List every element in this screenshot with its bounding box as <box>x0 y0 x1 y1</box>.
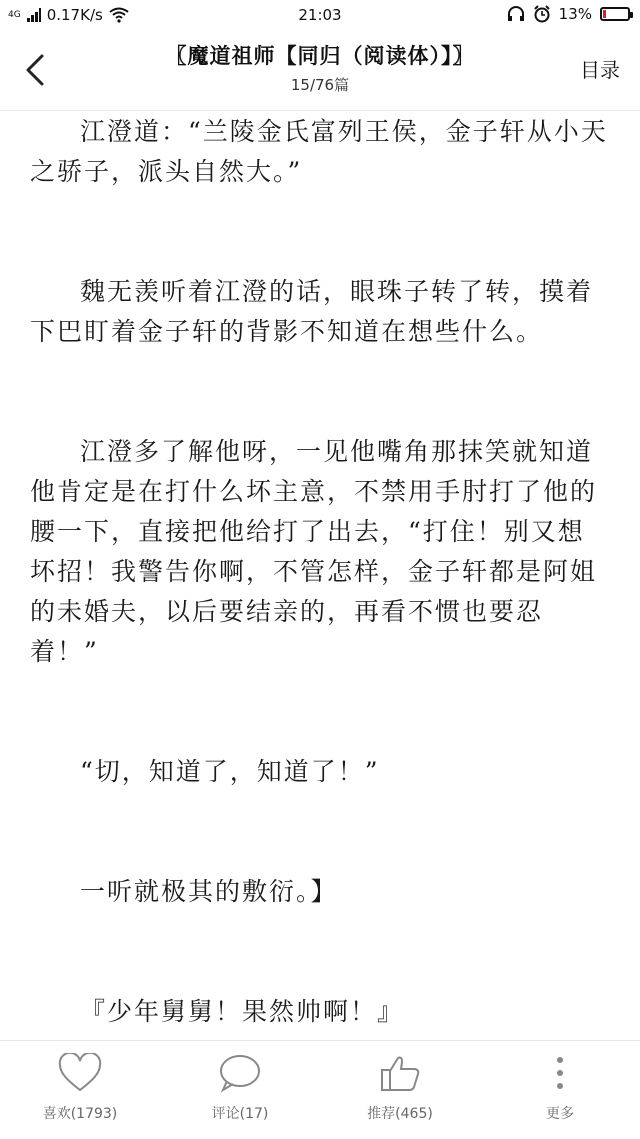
bottom-action-bar <box>0 1040 640 1139</box>
comment-button[interactable] <box>170 1053 310 1123</box>
more-button[interactable] <box>490 1053 630 1123</box>
heart-icon <box>57 1053 103 1093</box>
back-arrow-icon[interactable] <box>18 50 54 90</box>
paragraph: 江澄多了解他呀，一见他嘴角那抹笑就知道他肯定是在打什么坏主意，不禁用手肘打了他的腰一下，直接把他给打了出去，“打住！别又想坏招！我警告你啊，不管怎样，金子轩都是阿姐的未婚夫，以后要结亲的，再看不惯也要忍着！” <box>30 437 598 666</box>
more-vertical-icon <box>537 1053 583 1093</box>
paragraph: “切，知道了，知道了！” <box>80 757 380 786</box>
like-button[interactable] <box>10 1053 150 1123</box>
recommend-label: 推荐(465) <box>367 1106 433 1122</box>
paragraph: 『少年舅舅！果然帅啊！』 <box>80 997 405 1026</box>
more-label: 更多 <box>546 1106 574 1122</box>
status-bar <box>0 0 640 32</box>
comment-label: 评论(17) <box>211 1106 269 1122</box>
paragraph: 江澄道：“兰陵金氏富列王侯，金子轩从小天之骄子，派头自然大。” <box>30 117 608 186</box>
page-title: 〖魔道祖师【同归（阅读体）】〗 <box>165 44 475 68</box>
network-speed: 0.17K/s <box>46 6 103 24</box>
chapter-progress: 15/76篇 <box>290 76 350 94</box>
recommend-button[interactable] <box>330 1053 470 1123</box>
like-label: 喜欢(1793) <box>42 1106 118 1122</box>
battery-percent: 13% <box>558 5 592 23</box>
reader-header <box>0 32 640 111</box>
network-type: 4G <box>8 9 21 20</box>
alarm-icon <box>533 5 551 23</box>
headphones-icon <box>507 6 525 22</box>
battery-level <box>603 10 606 18</box>
status-time: 21:03 <box>298 6 342 24</box>
thumbs-up-icon <box>377 1053 423 1093</box>
paragraph: 一听就极其的敷衍。】 <box>80 877 338 906</box>
status-right <box>507 5 630 23</box>
paragraph: 魏无羡听着江澄的话，眼珠子转了转，摸着下巴盯着金子轩的背影不知道在想些什么。 <box>30 277 594 346</box>
comment-bubble-icon <box>217 1053 263 1093</box>
toc-button[interactable]: 目录 <box>580 58 620 82</box>
battery-icon <box>600 7 630 21</box>
title-block <box>80 40 560 95</box>
chapter-content <box>30 112 610 1032</box>
